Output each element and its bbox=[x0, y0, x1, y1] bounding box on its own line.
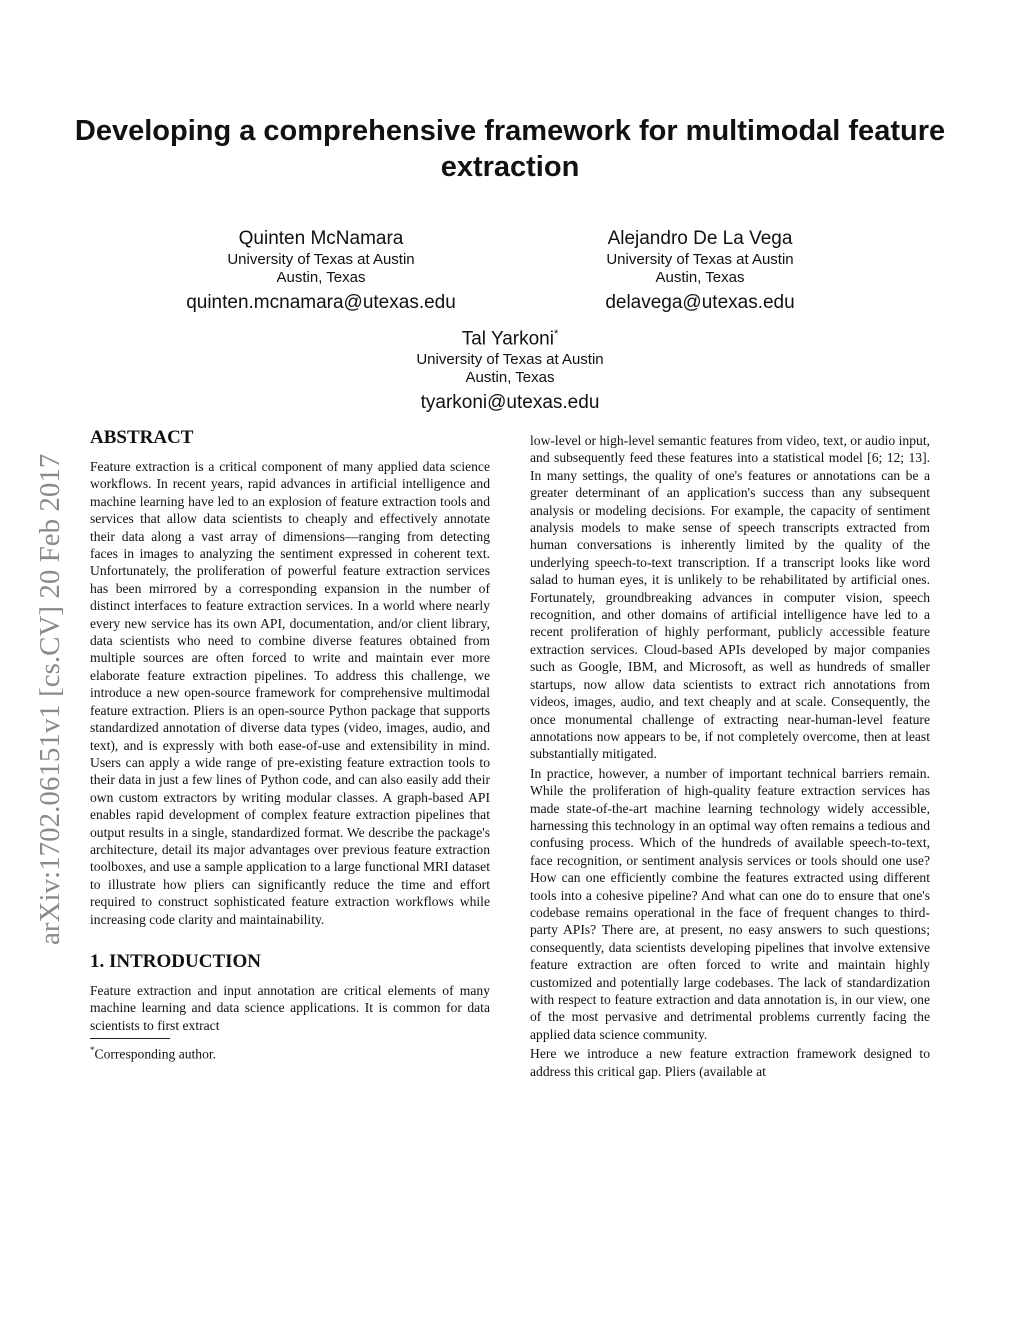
left-column bbox=[90, 426, 490, 1063]
introduction-text: Feature extraction and input annotation are critical elements of many machine learning and data science applications. It is common for data scientists to first extract bbox=[90, 982, 490, 1033]
author-name: Alejandro De La Vega bbox=[607, 228, 793, 249]
footnote bbox=[90, 1042, 490, 1063]
author-email: quinten.mcnamara@utexas.edu bbox=[186, 292, 456, 313]
author-location: Austin, Texas bbox=[276, 269, 366, 286]
introduction-heading: 1. INTRODUCTION bbox=[90, 950, 262, 972]
body-paragraph: Here we introduce a new feature extraction framework designed to address this critical gap. Pliers (available at bbox=[530, 1046, 930, 1079]
footnote-text: Corresponding author. bbox=[94, 1046, 217, 1062]
footnote-mark: * bbox=[90, 1045, 95, 1056]
abstract-text: Feature extraction is a critical component of many applied data science workflows. In recent years, rapid advances in artificial intelligence and machine learning have led to an explosion of feature extraction tools and services that allow data scientists to cheaply and effectively annotate their data along a vast array of dimensions—ranging from detecting faces in images to analyzing the sentiment expressed in coherent text. Unfortunately, the proliferation of powerful feature extraction services has been mirrored by a corresponding expansion in the number of distinct interfaces to feature extraction services. In a world where nearly every new service has its own API, documentation, and/or client library, data scientists who need to combine diverse features obtained from multiple sources are often forced to write and maintain ever more elaborate feature extraction pipelines. To address this challenge, we introduce a new open-source framework for comprehensive multimodal feature extraction. Pliers is an open-source Python package that supports standardized annotation of diverse data types (video, images, audio, and text), and is expressly with both ease-of-use and extensibility in mind. Users can apply a wide range of pre-existing feature extraction tools to their data in just a few lines of Python code, and can also easily add their own custom extractors by writing modular classes. A graph-based API enables rapid development of complex feature extraction pipelines that output results in a single, standardized format. We describe the package's architecture, detail its major advantages over previous feature extraction toolboxes, and use a sample application to a large functional MRI dataset to illustrate how pliers can significantly reduce the time and effort required to construct sophisticated feature extraction workflows while increasing code clarity and maintainability. bbox=[90, 459, 490, 927]
arxiv-stamp: arXiv:1702.06151v1 [cs.CV] 20 Feb 2017 bbox=[34, 453, 66, 945]
paper-title: Developing a comprehensive framework for multimodal feature extraction bbox=[74, 115, 946, 183]
author-affiliation: University of Texas at Austin bbox=[416, 351, 604, 369]
corresponding-author-mark: * bbox=[553, 328, 559, 340]
author-name bbox=[335, 322, 685, 351]
author-block bbox=[335, 322, 685, 417]
author-affiliation: University of Texas at Austin bbox=[606, 251, 794, 268]
body-paragraph: In practice, however, a number of important technical barriers remain. While the proliferation of high-quality feature extraction services has made state-of-the-art machine learning technology widely accessible, harnessing this technology in an optimal way often remains a tedious and confusing process. Which of the hundreds of available speech-to-text, face recognition, or sentiment analysis services or tools should one use? How can one efficiently combine the features extracted using different tools into a cohesive pipeline? And what can one do to ensure that one's codebase remains operational in the face of frequent changes to third-party APIs? There are, at present, no easy answers to such questions; consequently, data scientists developing pipelines that involve extensive feature extraction are often forced to write and maintain highly customized and potentially large codebases. The lack of standardization with respect to feature extraction and data annotation is, in our view, one of the most pervasive and detrimental problems currently facing the applied data science community. bbox=[530, 765, 930, 1042]
author-affiliation: University of Texas at Austin bbox=[227, 251, 415, 268]
author-email: tyarkoni@utexas.edu bbox=[420, 392, 600, 414]
author-location: Austin, Texas bbox=[465, 369, 555, 387]
author-name: Quinten McNamara bbox=[238, 228, 404, 249]
author-location: Austin, Texas bbox=[655, 269, 745, 286]
author-block bbox=[146, 227, 496, 317]
footnote-rule bbox=[90, 1038, 170, 1039]
author-name-text: Tal Yarkoni bbox=[461, 328, 554, 350]
author-block bbox=[525, 227, 875, 317]
abstract-heading: ABSTRACT bbox=[90, 427, 194, 448]
right-column bbox=[530, 432, 930, 1080]
author-email: delavega@utexas.edu bbox=[605, 292, 795, 313]
body-paragraph: low-level or high-level semantic features from video, text, or audio input, and subsequently feed these features into a statistical model [6; 12; 13]. In many settings, the quality of one's features or annotations can be a greater determinant of an application's success than any subsequent analysis or modeling decisions. For example, the capacity of sentiment analysis models to make sense of speech transcripts extracted from human conversations is inherently limited by the quality of the underlying speech-to-text transcription. If a transcript looks like word salad to human eyes, it is unlikely to be rehabilitated by artificial ones. Fortunately, groundbreaking advances in computer vision, speech recognition, and other domains of artificial intelligence have led to a recent proliferation of highly performant, publicly accessible feature extraction services. Cloud-based APIs developed by major companies such as Google, IBM, and Microsoft, as well as hundreds of smaller startups, now allow data scientists to extract rich annotations from videos, images, audio, and text cheaply and at scale. Consequently, the once monumental challenge of extracting near-human-level feature annotations now appears to be, if not completely overcome, then at least substantially mitigated. bbox=[530, 433, 930, 762]
